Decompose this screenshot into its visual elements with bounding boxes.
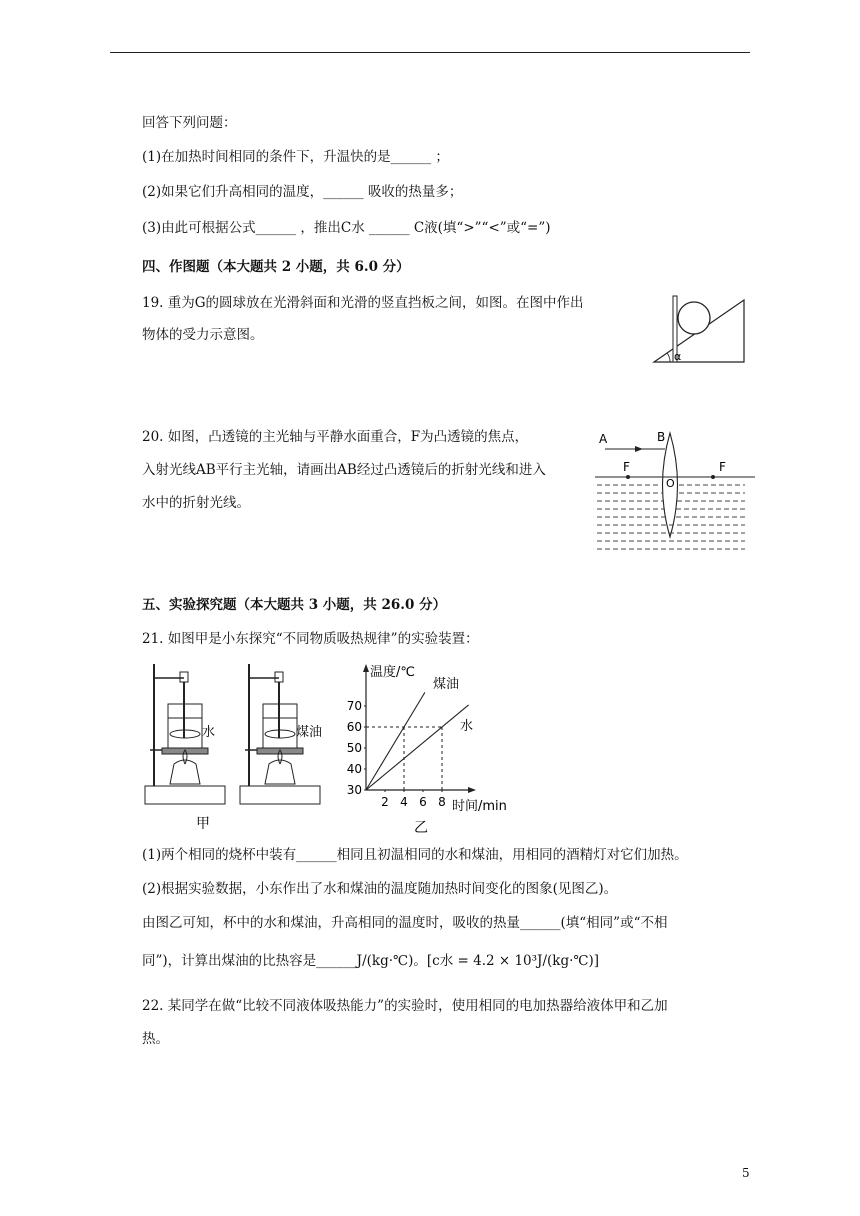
series-label-kerosene: 煤油 bbox=[433, 677, 460, 692]
question-part-3: (3)由此可根据公式______ ，推出C水 ______ C液(填“>”“<”或“=”) bbox=[142, 220, 551, 236]
figure-21-chart bbox=[340, 660, 540, 838]
x-tick-label: 2 bbox=[381, 795, 389, 809]
kerosene-label: 煤油 bbox=[296, 725, 323, 740]
question-part-1: (1)在加热时间相同的条件下，升温快的是______ ； bbox=[142, 149, 449, 165]
angle-alpha-label: α bbox=[674, 350, 682, 363]
point-b-label: B bbox=[657, 430, 666, 444]
series-line-kerosene bbox=[366, 692, 425, 790]
page-number: 5 bbox=[742, 1166, 750, 1180]
optical-center-label: O bbox=[666, 477, 675, 490]
x-tick-label: 6 bbox=[419, 795, 427, 809]
q22-line-1: 22. 某同学在做“比较不同液体吸热能力”的实验时，使用相同的电加热器给液体甲和乙加 bbox=[142, 998, 668, 1014]
point-a-label: A bbox=[599, 432, 608, 446]
focus-left-label: F bbox=[623, 460, 630, 474]
x-tick-label: 8 bbox=[438, 795, 446, 809]
x-axis-label: 时间/min bbox=[452, 799, 507, 814]
x-tick-label: 4 bbox=[400, 795, 408, 809]
water-label: 水 bbox=[202, 725, 216, 740]
section-5-heading: 五、实验探究题（本大题共 3 小题，共 26.0 分） bbox=[142, 597, 447, 613]
section-4-heading: 四、作图题（本大题共 2 小题，共 6.0 分） bbox=[142, 259, 410, 275]
q21-part-2: (2)根据实验数据，小东作出了水和煤油的温度随加热时间变化的图象(见图乙)。 bbox=[142, 881, 618, 897]
y-tick-label: 40 bbox=[346, 762, 362, 776]
series-label-water: 水 bbox=[460, 719, 474, 734]
figure-19-incline bbox=[650, 290, 750, 370]
header-rule bbox=[110, 52, 750, 53]
figure-yi-label: 乙 bbox=[414, 820, 428, 836]
series-line-water bbox=[366, 705, 469, 790]
y-tick-label: 60 bbox=[346, 720, 362, 734]
y-axis-label: 温度/℃ bbox=[370, 665, 415, 680]
y-tick-label: 50 bbox=[346, 741, 362, 755]
q21-part-3: 由图乙可知，杯中的水和煤油，升高相同的温度时，吸收的热量______(填“相同”或“不相 bbox=[142, 915, 668, 931]
figure-20-lens bbox=[595, 425, 755, 553]
q20-line-1: 20. 如图，凸透镜的主光轴与平静水面重合，F为凸透镜的焦点， bbox=[142, 429, 529, 445]
q21-part-1: (1)两个相同的烧杯中装有______相同且初温相同的水和煤油，用相同的酒精灯对它们加热。 bbox=[142, 847, 688, 863]
focus-right-label: F bbox=[719, 460, 726, 474]
figure-jia-label: 甲 bbox=[196, 816, 210, 832]
q19-line-1: 19. 重为G的圆球放在光滑斜面和光滑的竖直挡板之间，如图。在图中作出 bbox=[142, 295, 584, 311]
q20-line-3: 水中的折射光线。 bbox=[142, 495, 250, 511]
question-part-2: (2)如果它们升高相同的温度，______ 吸收的热量多； bbox=[142, 184, 463, 200]
y-tick-label: 70 bbox=[346, 699, 362, 713]
q21-line: 21. 如图甲是小东探究“不同物质吸热规律”的实验装置： bbox=[142, 631, 479, 647]
y-tick-label: 30 bbox=[346, 783, 362, 797]
q20-line-2: 入射光线AB平行主光轴，请画出AB经过凸透镜后的折射光线和进入 bbox=[142, 462, 546, 478]
q21-part-4: 同”)，计算出煤油的比热容是______J/(kg·℃)。[c水 = 4.2 × 10³J/(kg·℃)] bbox=[142, 953, 600, 969]
q19-line-2: 物体的受力示意图。 bbox=[142, 327, 264, 343]
intro-line: 回答下列问题： bbox=[142, 115, 237, 131]
q22-line-2: 热。 bbox=[142, 1031, 169, 1047]
figure-21-apparatus bbox=[140, 656, 340, 836]
